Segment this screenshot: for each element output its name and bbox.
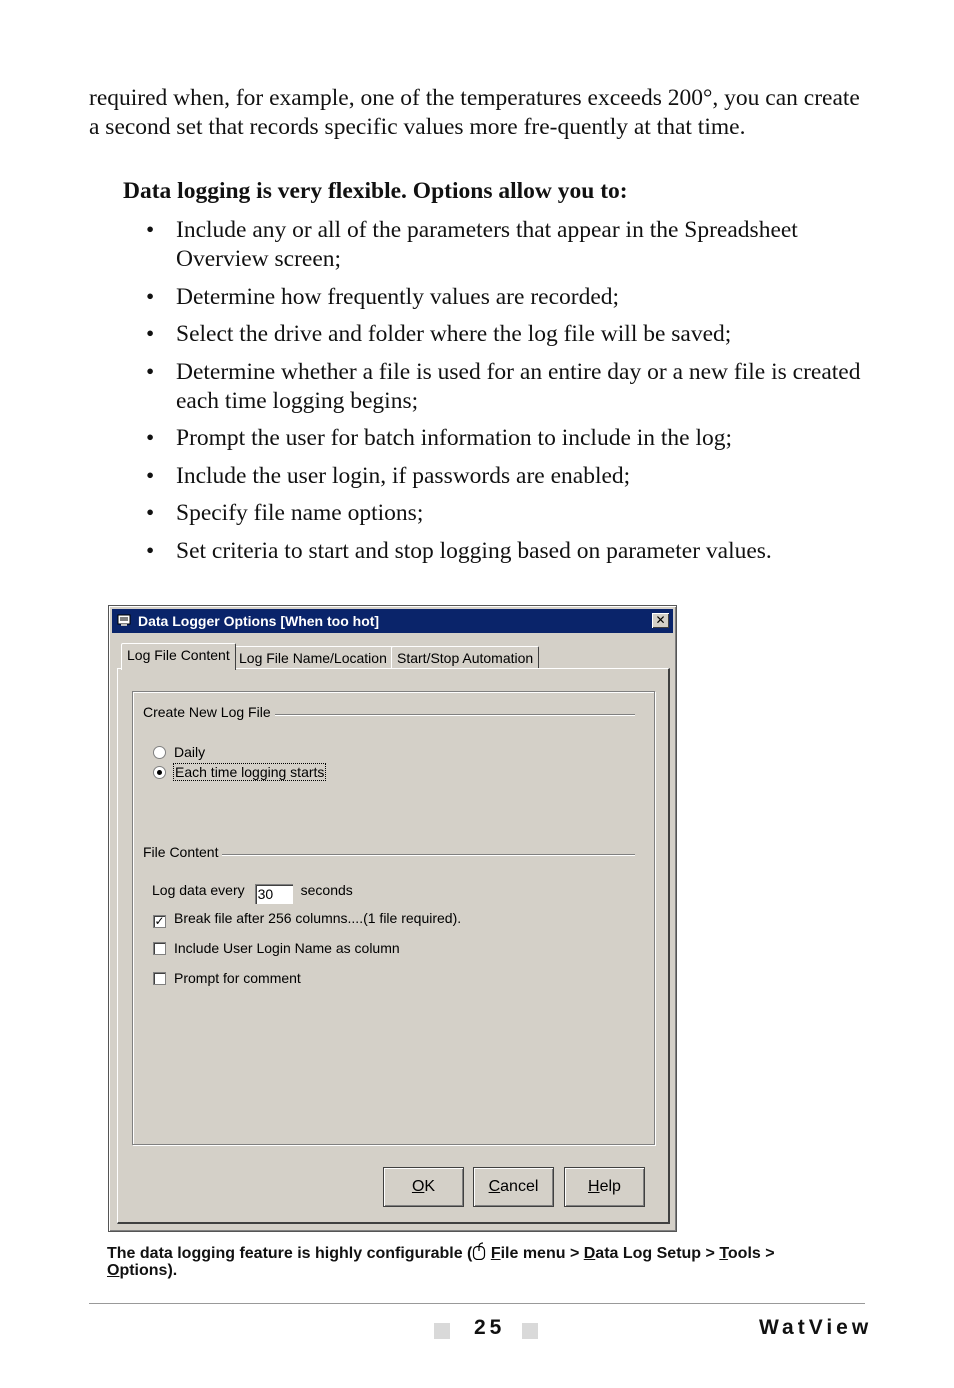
caption-file-rest: ile menu > — [500, 1245, 584, 1262]
bullet-glyph: • — [146, 425, 155, 451]
caption-prefix: The data logging feature is highly configurable ( — [107, 1245, 473, 1262]
break-file-checkbox[interactable] — [153, 915, 166, 928]
list-item-text: Select the drive and folder where the log file will be saved; — [176, 321, 732, 347]
ok-label-rest: K — [424, 1178, 436, 1195]
list-item-text: Include the user login, if passwords are enabled; — [176, 462, 631, 489]
figure-caption — [107, 1242, 837, 1279]
options-mnemonic: O — [107, 1262, 120, 1279]
list-item — [146, 358, 876, 416]
mouse-icon — [472, 1242, 486, 1260]
list-item — [146, 216, 876, 274]
break-file-label: Break file after 256 columns....(1 file required). — [174, 910, 462, 926]
log-interval-input[interactable]: 30 — [255, 884, 293, 904]
bullet-glyph: • — [146, 537, 155, 564]
data-logger-options-dialog — [108, 605, 677, 1232]
close-button[interactable] — [652, 613, 669, 628]
log-interval-row — [152, 882, 353, 904]
option-daily[interactable] — [153, 744, 205, 760]
seconds-label: seconds — [300, 882, 353, 898]
bullet-glyph: • — [146, 321, 155, 347]
prompt-comment-checkbox-row[interactable] — [153, 970, 301, 986]
include-login-checkbox[interactable] — [153, 942, 166, 955]
file-content-label: File Content — [143, 844, 222, 860]
caption-options-rest: ptions). — [119, 1262, 178, 1279]
caption-data-rest: ata Log Setup > — [595, 1245, 720, 1262]
break-file-checkbox-row[interactable] — [153, 910, 461, 928]
file-mnemonic: F — [490, 1245, 501, 1262]
prompt-comment-checkbox[interactable] — [153, 972, 166, 985]
bullet-glyph: • — [146, 283, 155, 310]
tab-log-file-name-location[interactable]: Log File Name/Location — [233, 646, 393, 668]
ok-button[interactable] — [383, 1167, 464, 1207]
tab-log-file-content[interactable]: Log File Content — [121, 643, 236, 670]
dialog-titlebar[interactable] — [112, 609, 673, 633]
include-login-label: Include User Login Name as column — [174, 940, 400, 956]
page-number: 25 — [474, 1316, 506, 1339]
content-frame — [132, 691, 655, 1145]
checkmark-icon: ✓ — [154, 914, 165, 928]
option-each-time[interactable] — [153, 764, 325, 780]
bullet-glyph: • — [146, 358, 155, 385]
data-mnemonic: D — [583, 1245, 596, 1262]
list-item-text: Prompt the user for batch information to include in the log; — [176, 425, 733, 451]
footer-rule — [89, 1303, 865, 1304]
bullet-glyph: • — [146, 462, 155, 489]
cancel-mnemonic: C — [488, 1178, 501, 1195]
list-item — [146, 462, 876, 491]
options-list — [146, 216, 876, 574]
each-time-label: Each time logging starts — [175, 764, 325, 780]
product-name: WatView — [759, 1316, 873, 1339]
bullet-glyph: • — [146, 500, 155, 526]
list-item — [146, 283, 876, 312]
list-item — [146, 499, 876, 528]
options-lead: Data logging is very flexible. Options allow you to: — [123, 178, 628, 204]
dialog-title: Data Logger Options [When too hot] — [138, 613, 380, 629]
log-every-label: Log data every — [152, 882, 245, 898]
list-item — [146, 537, 876, 566]
list-item — [146, 320, 876, 349]
bullet-glyph: • — [146, 217, 155, 243]
include-login-checkbox-row[interactable] — [153, 940, 400, 956]
list-item-text: Determine how frequently values are recorded; — [176, 283, 620, 310]
ok-mnemonic: O — [411, 1178, 425, 1195]
list-item-text: Set criteria to start and stop logging based on parameter values. — [176, 537, 772, 564]
help-mnemonic: H — [588, 1178, 600, 1195]
caption-tools-rest: ools > — [727, 1245, 775, 1262]
close-icon: ✕ — [655, 613, 666, 627]
list-item — [146, 424, 876, 453]
prompt-comment-label: Prompt for comment — [174, 970, 301, 986]
daily-label: Daily — [174, 744, 206, 760]
intro-paragraph: required when, for example, one of the temperatures exceeds 200°, you can create a second set that records specific values more fre-quently at that time. — [89, 85, 860, 140]
create-new-log-file-label: Create New Log File — [143, 704, 275, 720]
cancel-button[interactable] — [473, 1167, 554, 1207]
help-button[interactable] — [564, 1167, 645, 1207]
tab-panel — [117, 668, 670, 1224]
list-item-text: Specify file name options; — [176, 500, 424, 526]
tab-start-stop-automation[interactable]: Start/Stop Automation — [391, 646, 539, 668]
cancel-label-rest: ancel — [500, 1178, 539, 1195]
tools-mnemonic: T — [719, 1245, 728, 1262]
footer-square-left — [434, 1323, 450, 1339]
daily-radio[interactable] — [153, 746, 166, 759]
list-item-text: Determine whether a file is used for an entire day or a new file is created each time logging begins; — [176, 358, 861, 414]
list-item-text: Include any or all of the parameters that appear in the Spreadsheet Overview screen; — [176, 217, 798, 272]
app-icon — [117, 614, 131, 627]
each-time-radio[interactable] — [153, 766, 166, 779]
footer-square-right — [522, 1323, 538, 1339]
help-label-rest: elp — [599, 1178, 621, 1195]
